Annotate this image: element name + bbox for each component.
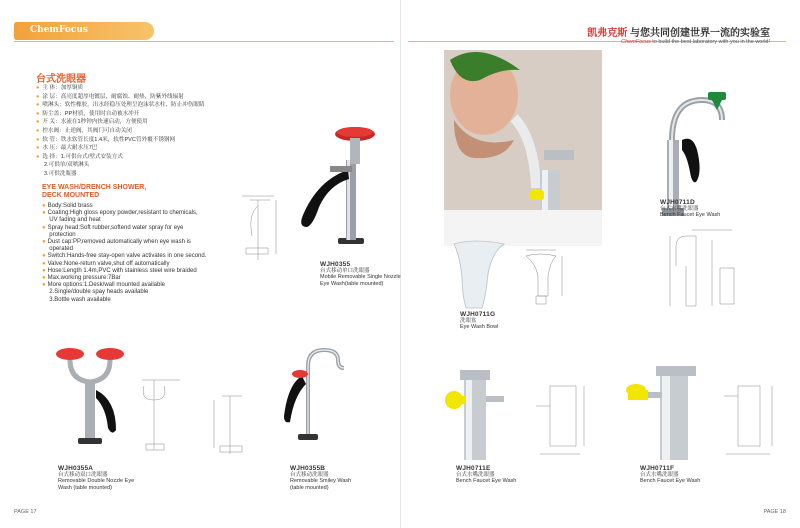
product-cn-name: 台式水嘴洗眼器 bbox=[640, 472, 679, 479]
product-photo bbox=[444, 50, 602, 246]
slogan-brand: 凯弗克斯 bbox=[587, 28, 628, 39]
spec-item: ● 选 择：1.可供台式/壁式安装方式 bbox=[36, 153, 123, 160]
spec-item: ● 喷淋头：软性橡胶，出水经稳压处理呈泡沫状水柱，防止冲伤眼睛 bbox=[36, 102, 205, 109]
spec-item: ● 主 体：加厚铜质 bbox=[36, 85, 84, 91]
product-code: WJH0355A bbox=[58, 465, 94, 472]
wjh0711e-illustration bbox=[440, 366, 600, 466]
product-code: WJH0355B bbox=[290, 465, 326, 472]
product-code: WJH0711F bbox=[640, 465, 675, 472]
wjh0711g-illustration bbox=[452, 236, 582, 316]
slogan-english bbox=[621, 39, 770, 45]
caption-wjh0711d bbox=[660, 200, 720, 219]
spec-item-en: ● Coating:High gloss epoxy powder,resistant to chemicals, bbox=[42, 210, 198, 217]
spec-item: ● 控水阀：止逆阀，其阀门可自动关闭 bbox=[36, 127, 132, 134]
english-title-line-1: EYE WASH/DRENCH SHOWER, bbox=[42, 184, 147, 191]
wjh0711d-illustration bbox=[612, 80, 792, 310]
caption-wjh0711g bbox=[460, 312, 498, 331]
spec-item: ● 水 压：最大耐水压7巴 bbox=[36, 145, 98, 152]
product-en-name: Eye Wash Bowl bbox=[460, 324, 499, 331]
spec-item: ● 防尘盖：PP材质，使用时自动被水冲开 bbox=[36, 110, 140, 117]
product-code: WJH0711G bbox=[460, 311, 496, 318]
product-cn-name: 洗眼盆 bbox=[460, 318, 477, 325]
page-number-left: PAGE 17 bbox=[14, 509, 37, 515]
product-code: WJH0711E bbox=[456, 465, 491, 472]
product-en-name: Bench Faucet Eye Wash bbox=[660, 212, 721, 219]
spec-item: ● 软 管：铁水软管长度1.4米，软性PVC管外覆不锈钢网 bbox=[36, 136, 176, 143]
spec-item: 3.可供洗瓶器 bbox=[42, 170, 77, 177]
slogan-text: 与您共同创建世界一流的实验室 bbox=[630, 28, 770, 39]
spec-item: ● 开 关：水流在1秒钟内快速启动，方便使用 bbox=[36, 119, 148, 126]
english-title bbox=[42, 184, 146, 200]
english-title-line-2: DECK MOUNTED bbox=[42, 192, 100, 199]
product-cn-name: 台式水嘴洗眼器 bbox=[660, 206, 699, 213]
spec-list-chinese bbox=[36, 84, 205, 179]
spec-item-en: protection bbox=[47, 231, 76, 238]
spec-item-en: ● More options:1.Desk/wall mounted available bbox=[42, 282, 166, 289]
product-en-name: Removable Double Nozzle Eye bbox=[58, 478, 135, 485]
product-en-name: Removable Smiley Wash bbox=[290, 478, 352, 485]
spec-item-en: 2.Single/double spay heads available bbox=[47, 289, 149, 296]
photo-scene bbox=[444, 50, 602, 246]
product-cn-name: 台式移动单口洗眼器 bbox=[320, 268, 370, 275]
header-rule-left bbox=[14, 41, 394, 42]
brand-tab: ChemFocus bbox=[14, 22, 154, 40]
product-en-name: Bench Faucet Eye Wash bbox=[640, 478, 701, 485]
product-en-name: Bench Faucet Eye Wash bbox=[456, 478, 517, 485]
product-code: WJH0711D bbox=[660, 199, 695, 206]
caption-wjh0711e bbox=[456, 466, 516, 485]
slogan bbox=[587, 24, 770, 39]
spec-item-en: ● Switch:Hands-free stay-open valve activates in one second. bbox=[42, 253, 207, 260]
wjh0355b-illustration bbox=[212, 336, 382, 456]
slogan-en-text: to build the best laboratory with you in the world! bbox=[650, 39, 770, 45]
wjh0355-illustration bbox=[230, 120, 390, 260]
product-en-name: Mobile Removable Single Nozzle bbox=[320, 274, 401, 281]
slogan-en-brand: ChemFocus bbox=[621, 39, 651, 45]
product-en-name-2: Wash (table mounted) bbox=[58, 484, 112, 491]
spec-item: 2.可供单/双喷淋头 bbox=[42, 162, 90, 169]
product-code: WJH0355 bbox=[320, 261, 351, 268]
wjh0355a-illustration bbox=[30, 340, 190, 460]
caption-wjh0355 bbox=[320, 262, 401, 287]
spec-item: ● 涂 层：高亮度超厚电镀层，耐腐蚀、耐热，防紫外线辐射 bbox=[36, 93, 184, 100]
spec-item-en: ● Hose:Length 1.4m,PVC with stainless steel wire braided bbox=[42, 267, 197, 274]
product-cn-name: 台式水嘴洗眼器 bbox=[456, 472, 495, 479]
wjh0711f-illustration bbox=[620, 366, 790, 466]
spec-list-english bbox=[42, 203, 206, 304]
section-title: 台式洗眼器 bbox=[36, 74, 86, 85]
page-number-right: PAGE 18 bbox=[763, 509, 786, 515]
spec-item-en: operated bbox=[47, 246, 73, 253]
spec-item-en: ● Spray head:Soft rubber,softend water spray for eye bbox=[42, 224, 184, 231]
product-cn-name: 台式移动洗眼器 bbox=[290, 472, 329, 479]
product-en-name-2: (table mounted) bbox=[290, 484, 329, 491]
spec-item-en: ● Max.working pressure:7Bar bbox=[42, 275, 121, 282]
caption-wjh0355a bbox=[58, 466, 134, 491]
product-en-name-2: Eye Wash(table mounted) bbox=[320, 280, 384, 287]
spec-item-en: UV fading and heat bbox=[47, 217, 101, 224]
caption-wjh0711f bbox=[640, 466, 700, 485]
spec-item-en: ● Valve:None-return valve,shut off automatically bbox=[42, 260, 170, 267]
product-cn-name: 台式移动双口洗眼器 bbox=[58, 472, 108, 479]
spec-item-en: ● Body:Solid brass bbox=[42, 203, 93, 209]
spec-item-en: ● Dust cap:PP,removed automatically when eye wash is bbox=[42, 239, 191, 246]
caption-wjh0355b bbox=[290, 466, 351, 491]
spec-item-en: 3.Bottle wash available bbox=[47, 296, 111, 303]
